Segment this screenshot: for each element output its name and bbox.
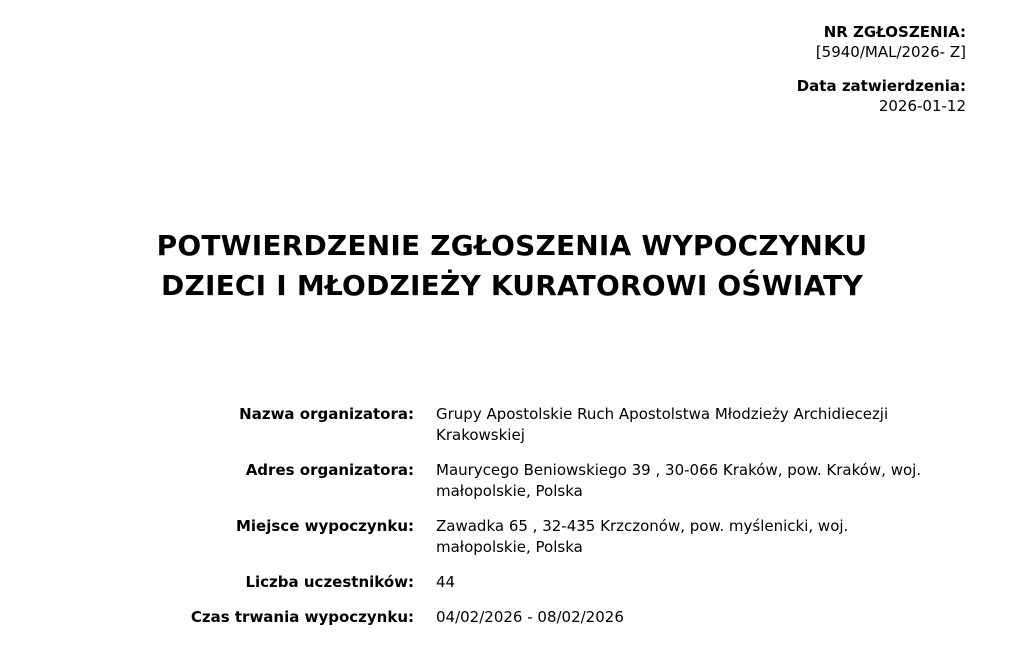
organizer-address-label: Adres organizatora: (245, 461, 414, 479)
organizer-name-value: Grupy Apostolskie Ruch Apostolstwa Młodzieży Archidiecezji Krakowskiej (436, 405, 889, 444)
document-title-line-1: POTWIERDZENIE ZGŁOSZENIA WYPOCZYNKU (156, 229, 868, 262)
detail-row-participants (120, 572, 940, 593)
document-title (0, 226, 1024, 306)
detail-row-location (120, 516, 940, 558)
approval-date-block (797, 76, 966, 116)
participants-label: Liczba uczestników: (245, 573, 414, 591)
submission-number-block (797, 22, 966, 62)
location-value: Zawadka 65 , 32-435 Krzczonów, pow. myślenicki, woj. małopolskie, Polska (436, 517, 849, 556)
detail-row-duration (120, 607, 940, 628)
details-section (120, 404, 940, 642)
approval-date-value: 2026-01-12 (878, 97, 966, 115)
duration-label: Czas trwania wypoczynku: (190, 608, 414, 626)
document-title-line-2: DZIECI I MŁODZIEŻY KURATOROWI OŚWIATY (161, 269, 863, 302)
submission-number-value: [5940/MAL/2026- Z] (815, 43, 966, 61)
detail-row-organizer-address (120, 460, 940, 502)
approval-date-label: Data zatwierdzenia: (796, 77, 966, 95)
submission-number-label: NR ZGŁOSZENIA: (823, 23, 966, 41)
location-label: Miejsce wypoczynku: (235, 517, 414, 535)
duration-value: 04/02/2026 - 08/02/2026 (436, 608, 624, 626)
document-meta (797, 22, 966, 116)
organizer-name-label: Nazwa organizatora: (239, 405, 414, 423)
detail-row-organizer-name (120, 404, 940, 446)
organizer-address-value: Maurycego Beniowskiego 39 , 30-066 Kraków, pow. Kraków, woj. małopolskie, Polska (436, 461, 922, 500)
participants-value: 44 (436, 573, 456, 591)
